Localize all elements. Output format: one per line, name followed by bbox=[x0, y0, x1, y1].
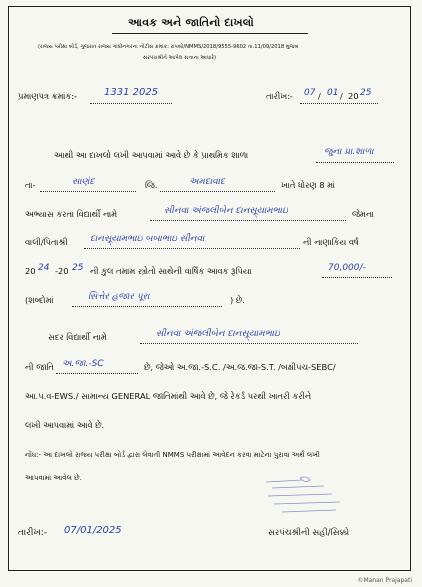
footer-date-label: તારીખ:- bbox=[18, 528, 48, 538]
student-name: સીનવા અંજલીબેન દાનસૂ્યામભાઇ bbox=[164, 206, 288, 216]
official-stamp bbox=[262, 474, 348, 520]
student-name-2: સીનવા અંજલીબેન દાનસૂ્યામભાઇ bbox=[156, 329, 280, 339]
district-line bbox=[160, 191, 275, 192]
date-line bbox=[300, 103, 378, 104]
line1-text: આથી આ દાખલો લખી આપવામાં આવે છે કે પ્રાથમિક શાળા bbox=[54, 150, 249, 160]
date-year-prefix: 20 bbox=[348, 91, 359, 101]
certificate-number-line bbox=[90, 103, 172, 104]
guardian-name: દાનસૂ્યામભાઇ બબાભાઇ સીનવા bbox=[90, 234, 205, 244]
district-label: જિ. bbox=[145, 180, 158, 190]
footer-date-value: 07/01/2025 bbox=[64, 525, 122, 536]
guardian-line bbox=[84, 248, 300, 249]
line5-text: ની કુલ તમામ સ્ત્રોતો સાથેની વાર્ષિક આવક રૂપિયા bbox=[90, 266, 252, 276]
line8-rest: છે, જેઓ અ.જા.-S.C. /અ.જ.જા-S.T. /બક્ષીપંચ-SEBC/ bbox=[144, 362, 336, 372]
title-underline bbox=[112, 33, 308, 34]
school-line bbox=[316, 162, 394, 163]
year-from: 24 bbox=[38, 263, 50, 273]
income-line bbox=[322, 277, 392, 278]
certificate-number-label: પ્રમાણપત્ર ક્રમાંક:- bbox=[18, 91, 78, 101]
student-name-line bbox=[150, 220, 346, 221]
caste-value: અ.જા.-SC bbox=[62, 359, 104, 369]
income-words: સિત્તેર હજાર પૂરા bbox=[88, 292, 150, 302]
note-line-2: આપવામાં આવેલ છે. bbox=[25, 474, 82, 482]
watermark: ©Manan Prajapati bbox=[357, 577, 412, 584]
guardian-label: વાલી/પિતાશ્રી bbox=[25, 237, 68, 247]
date-label: તારીખ:- bbox=[266, 91, 293, 101]
date-year-suffix: 25 bbox=[360, 88, 372, 98]
caste-label: ની જાતિ bbox=[25, 362, 54, 372]
student-name-2-line bbox=[140, 343, 358, 344]
note-line-1: નોંધ:- આ દાખલો રાજ્ય પરીક્ષા બોર્ડ દ્વારા લેવાતી NMMS પરીક્ષામાં આવેદન કરવા માટેના પુરાવા અર્થે લખી bbox=[25, 451, 320, 459]
year-to-prefix: -20 bbox=[55, 266, 69, 276]
line7-text: સદર વિદ્યાર્થી નામે bbox=[48, 332, 107, 342]
line2-rest: ખાતે ધોરણ 8 માં bbox=[281, 180, 336, 190]
date-month: 01 bbox=[327, 88, 339, 98]
certificate-document: આવક અને જાતિનો દાખલો (રાજ્ય પરીક્ષા બોર્ડ, ગુજરાત રાજ્ય ગાંધીનગરના નોટીસ ક્રમાંક: રાપબો/NMMS/2018/9555-9602 તા.11/09/2018 મુજબ સરપંચશ્રીને આપેલ સત્તાના આધારે) પ્રમાણપત્ર ક્રમાંક:- 1331 2025 તારીખ:- 07 / 01 / 20 25 આથી આ દાખલો લખી આપવામાં આવે છે કે પ્રાથમિક શાળા જુના પ્રા.શાળા તા- સાણંદ જિ. અમદાવાદ ખાતે ધોરણ 8 માં અભ્યાસ કરતા વિદ્યાર્થી નામે સીનવા અંજલીબેન દાનસૂ્યામભાઇ જેમના વાલી/પિતાશ્રી દાનસૂ્યામભાઇ બબાભાઇ સીનવા ની નાણાકિય વર્ષ 20 24 -20 25 ની કુલ તમામ સ્ત્રોતો સાથેની વાર્ષિક આવક રૂપિયા 70,000/- (શબ્દોમાં સિત્તેર હજાર પૂરા ) છે. સદર વિદ્યાર્થી નામે સીનવા અંજલીબેન દાનસૂ્યામભાઇ ની જાતિ અ.જા.-SC છે, જેઓ અ.જા.-S.C. /અ.જ.જા-S.T. /બક્ષીપંચ-SEBC/ આ.પ.વ-EWS./ સામાન્ય GENERAL જાતિમાંથી આવે છે, જે રેકર્ડ પરથી ખાતરી કરીને લખી આપવામાં આવે છે. નોંધ:- આ દાખલો રાજ્ય પરીક્ષા બોર્ડ દ્વારા લેવાતી NMMS પરીક્ષામાં આવેદન કરવા માટેના પુરાવા અર્થે લખી આપવામાં આવેલ છે. તારીખ:- 07/01/2025 સરપંચશ્રીની સહી/સિક્કો ©Manan Prajapati bbox=[0, 0, 422, 587]
date-day: 07 bbox=[304, 88, 316, 98]
words-open: (શબ્દોમાં bbox=[25, 295, 54, 305]
taluka-value: સાણંદ bbox=[72, 177, 95, 187]
year-from-prefix: 20 bbox=[25, 266, 36, 276]
subtitle-line-2: સરપંચશ્રીને આપેલ સત્તાના આધારે) bbox=[143, 55, 217, 61]
school-name: જુના પ્રા.શાળા bbox=[324, 147, 374, 157]
taluka-label: તા- bbox=[25, 180, 36, 190]
district-value: અમદાવાદ bbox=[189, 177, 225, 187]
income-words-line bbox=[72, 306, 222, 307]
signature-label: સરપંચશ્રીની સહી/સિક્કો bbox=[268, 528, 350, 538]
line3-jemna: જેમના bbox=[352, 209, 374, 219]
words-close: ) છે. bbox=[230, 295, 245, 305]
certificate-number-value: 1331 2025 bbox=[104, 87, 159, 98]
line10-text: લખી આપવામાં આવે છે. bbox=[25, 420, 105, 430]
line3-text: અભ્યાસ કરતા વિદ્યાર્થી નામે bbox=[25, 209, 118, 219]
subtitle-line-1: (રાજ્ય પરીક્ષા બોર્ડ, ગુજરાત રાજ્ય ગાંધીનગરના નોટીસ ક્રમાંક: રાપબો/NMMS/2018/9555-9602 તા.11/09/2018 મુજબ bbox=[38, 44, 299, 50]
year-to: 25 bbox=[72, 263, 84, 273]
line9-text: આ.પ.વ-EWS./ સામાન્ય GENERAL જાતિમાંથી આવે છે, જે રેકર્ડ પરથી ખાતરી કરીને bbox=[25, 391, 312, 401]
taluka-line bbox=[40, 191, 136, 192]
document-title: આવક અને જાતિનો દાખલો bbox=[128, 16, 254, 29]
line4-rest: ની નાણાકિય વર્ષ bbox=[303, 237, 359, 247]
caste-line bbox=[56, 373, 138, 374]
income-amount: 70,000/- bbox=[328, 263, 366, 273]
